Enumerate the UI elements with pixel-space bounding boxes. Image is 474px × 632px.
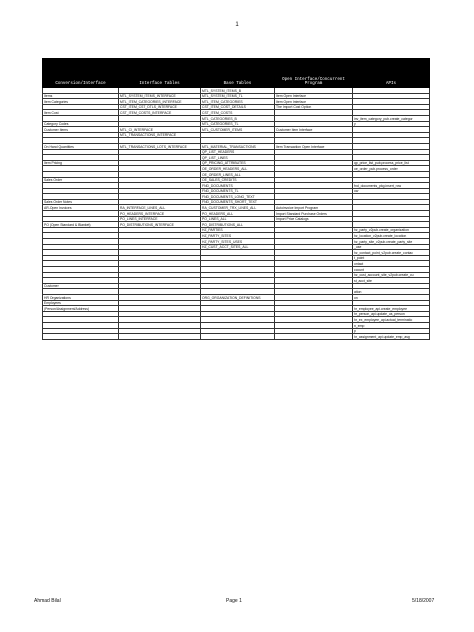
table-cell: MTL_CI_INTERFACE [119, 127, 201, 133]
table-cell: MTL_ITEM_CATEGORIES_INTERFACE [119, 99, 201, 105]
table-cell: ation [353, 289, 430, 295]
header-apis: APIs [353, 59, 430, 88]
table-cell: RA_INTERFACE_LINES_ALL [119, 205, 201, 211]
table-cell: hz_location_v2pub.create_location [353, 233, 430, 239]
table-cell: st_acct_site [353, 278, 430, 284]
table-cell: HZ_PARTY_SITES [201, 233, 275, 239]
header-conversion: Conversion/Interface [43, 59, 119, 88]
table-cell: (Person/Assignment/Address) [43, 306, 119, 312]
table-cell: On Hand Quantities [43, 143, 119, 149]
table-cell: FND_DOCUMENTS_TL [201, 188, 275, 194]
table-cell [43, 334, 119, 340]
table-cell: MTL_TRANSACTIONS_LOTS_INTERFACE [119, 143, 201, 149]
table-cell: Customer Item Interface [275, 127, 353, 133]
table-row [43, 334, 430, 340]
table-cell: Sales Order Notes [43, 199, 119, 205]
table-cell [201, 334, 275, 340]
table-cell: fnd_documents_pkg.insert_row [353, 183, 430, 189]
table-cell: MTL_MATERIAL_TRANSACTIONS [201, 143, 275, 149]
page-footer [0, 598, 474, 608]
page-number: 1 [235, 22, 239, 28]
table-cell: _use [353, 244, 430, 250]
table-cell: Items [43, 93, 119, 99]
table-cell: inv_item_category_pub.create_categor [353, 115, 430, 121]
table-cell: MTL_ITEM_CATEGORIES [201, 99, 275, 105]
table-cell: Import Standard Purchase Orders [275, 211, 353, 217]
table-cell: PO_LINES_ALL [201, 216, 275, 222]
table-cell: hz_contact_point_v2pub.create_contac [353, 250, 430, 256]
table-cell: ontact [353, 261, 430, 267]
table-cell: Item Open Interface [275, 99, 353, 105]
table-cell: qp_price_list_pub.process_price_list [353, 160, 430, 166]
header-open-interface: Open Interface/Concurrent Program [275, 59, 353, 88]
header-interface-tables: Interface Tables [119, 59, 201, 88]
table-cell: hz_cust_account_site_v2pub.create_cu [353, 272, 430, 278]
table-cell: on [353, 294, 430, 300]
table-header-row [43, 59, 430, 88]
table-cell: CST_ITEM_CST_DTLS_INTERFACE [119, 104, 201, 110]
table-cell: Item Pricing [43, 160, 119, 166]
table-cell: y [353, 121, 430, 127]
table-cell: MTL_SYSTEM_ITEMS_INTERFACE [119, 93, 201, 99]
table-cell: FND_DOCUMENTS [201, 183, 275, 189]
table-cell: n_emp [353, 322, 430, 328]
table-cell: ow [353, 188, 430, 194]
table-cell: MTL_SYSTEM_ITEMS_TL [201, 93, 275, 99]
table-cell: FND_DOCUMENTS_LONG_TEXT [201, 194, 275, 200]
table-cell: MTL_CATEGORIES_TL [201, 121, 275, 127]
table-cell: OE_ORDER_HEADERS_ALL [201, 166, 275, 172]
table-cell: Item Cost [43, 110, 119, 116]
table-cell: QP_PRICING_ATTRIBUTES [201, 160, 275, 166]
table-cell: Item Open Interface [275, 93, 353, 99]
footer-date: 5/18/2007 [412, 598, 435, 604]
table-cell: QP_LIST_LINES [201, 155, 275, 161]
table-cell [119, 334, 201, 340]
table-cell: CST_ITEM_COST_DETAILS [201, 104, 275, 110]
table-cell [275, 334, 353, 340]
table-body [43, 88, 430, 340]
table-cell: hr_employee_api.create_employee [353, 306, 430, 312]
table-cell: Import Price Catalogs [275, 216, 353, 222]
table-cell: oe_order_pub.process_order [353, 166, 430, 172]
table-cell: HZ_PARTIES [201, 227, 275, 233]
table-cell: MTL_SYSTEM_ITEMS_B [201, 88, 275, 94]
table-cell: MTL_CUSTOMER_ITEMS [201, 127, 275, 133]
table-cell: PO_DISTRIBUTIONS_INTERFACE [119, 222, 201, 228]
table-cell: Category Codes [43, 121, 119, 127]
table-cell: QP_LIST_HEADERS [201, 149, 275, 155]
table-cell: p [353, 328, 430, 334]
table-cell: MTL_CATEGORIES_B [201, 115, 275, 121]
table-cell: PO_DISTRIBUTIONS_ALL [201, 222, 275, 228]
conversion-table [42, 58, 430, 340]
table-cell: CST_ITEM_COSTS_INTERFACE [119, 110, 201, 116]
table-cell: OE_SALES_CREDITS [201, 177, 275, 183]
table-cell: Item Categories [43, 99, 119, 105]
table-cell: HR Organizations [43, 294, 119, 300]
table-cell: hz_party_v2pub.create_organization [353, 227, 430, 233]
footer-author: Ahmad Bilal [34, 598, 61, 604]
header-base-tables: Base Tables [201, 59, 275, 88]
table-cell: Employees [43, 300, 119, 306]
table-cell: ccount [353, 267, 430, 273]
table-cell: PO_HEADERS_ALL [201, 211, 275, 217]
table-cell: AR-Open Invoices [43, 205, 119, 211]
table-cell: Customer [43, 283, 119, 289]
table-cell: Sales Order [43, 177, 119, 183]
table-cell: The Import Cost Option [275, 104, 353, 110]
table-cell: RA_CUSTOMER_TRX_LINES_ALL [201, 205, 275, 211]
table-cell: FND_DOCUMENTS_SHORT_TEXT [201, 199, 275, 205]
table-cell: hr_ex_employee_api.actual_terminatio [353, 317, 430, 323]
table-cell: CST_ITEM_COSTS [201, 110, 275, 116]
table-cell: PO (Open Standard & Blanket) [43, 222, 119, 228]
table-cell: HZ_CUST_ACCT_SITES_ALL [201, 244, 275, 250]
table-cell: MTL_TRANSACTIONS_INTERFACE [119, 132, 201, 138]
table-cell: HZ_PARTY_SITES_USES [201, 239, 275, 245]
table-cell: Item Transaction Open Interface [275, 143, 353, 149]
table-cell: Customer Items [43, 127, 119, 133]
table-cell: t_point [353, 255, 430, 261]
table-cell: ORG_ORGANIZATION_DEFINITIONS [201, 294, 275, 300]
table-cell: OE_ORDER_LINES_ALL [201, 171, 275, 177]
table-cell: Autoinvoice Import Program [275, 205, 353, 211]
table-cell: hr_assignment_api.update_emp_asg [353, 334, 430, 340]
table-cell: hr_person_api.update_us_person [353, 311, 430, 317]
table-cell: PO_HEADERS_INTERFACE [119, 211, 201, 217]
table-cell: hz_party_site_v2pub.create_party_site [353, 239, 430, 245]
footer-page: Page 1 [226, 598, 242, 604]
table-cell: PO_LINES_INTERFACE [119, 216, 201, 222]
